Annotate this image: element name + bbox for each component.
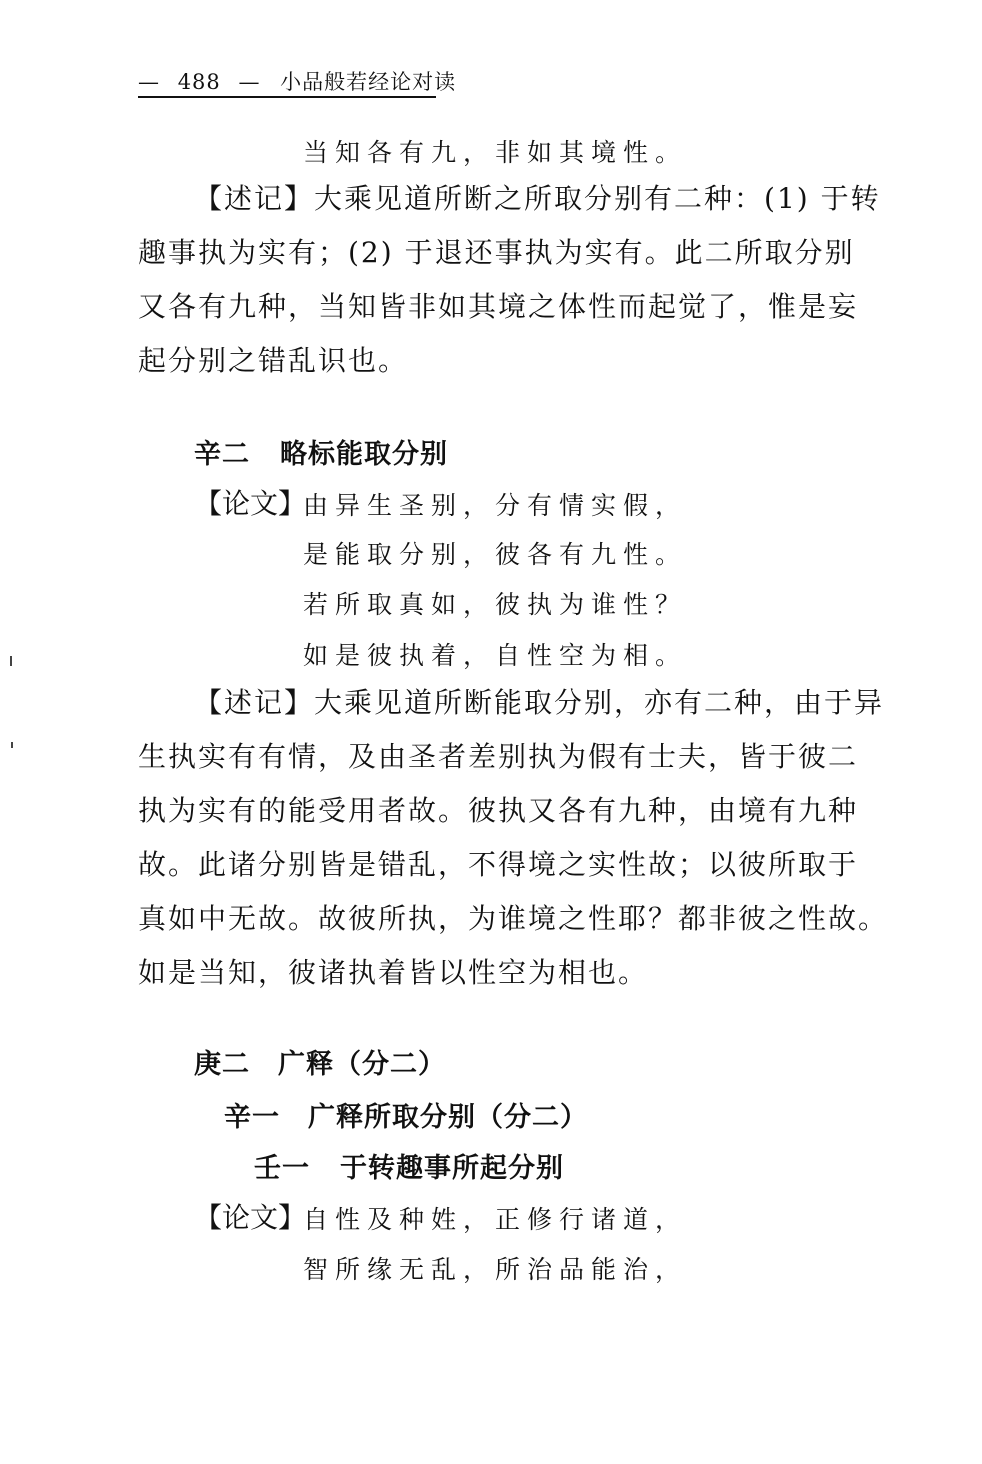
verse-top: 当知各有九，非如其境性。 (303, 138, 688, 167)
commentary-paragraph-1 (138, 172, 881, 388)
paragraph-line: 如是当知，彼诸执着皆以性空为相也。 (138, 956, 649, 989)
book-title: 小品般若经论对读 (280, 70, 457, 94)
commentary-paragraph-2 (138, 676, 889, 1000)
heading-number: 庚二 (194, 1049, 250, 1080)
heading-number: 辛一 (224, 1102, 280, 1133)
paragraph-line: 趣事执为实有；(2) 于退还事执为实有。此二所取分别 (138, 236, 855, 269)
scan-mark (10, 656, 12, 666)
verse-line: 若所取真如，彼执为谁性？ (303, 590, 688, 619)
heading-title: 广释所取分别（分二） (308, 1102, 588, 1133)
verse-line: 由异生圣别，分有情实假， (303, 491, 688, 520)
paragraph-line: 生执实有有情，及由圣者差别执为假有士夫，皆于彼二 (138, 740, 859, 773)
verse-line: 是能取分别，彼各有九性。 (303, 540, 688, 569)
scan-mark (11, 742, 13, 748)
commentary-tag: 【述记】 (194, 182, 315, 215)
heading-title: 于转趣事所起分别 (340, 1153, 564, 1184)
paragraph-line (138, 172, 881, 226)
heading-number: 辛二 (194, 439, 250, 470)
header-dash-right: — (238, 70, 261, 94)
heading-title: 略标能取分别 (280, 439, 448, 470)
verse-line: 自性及种姓，正修行诸道， (303, 1205, 688, 1234)
running-header (138, 66, 456, 96)
page-number: 488 (177, 70, 221, 94)
treatise-tag: 【论文】 (194, 1201, 307, 1234)
paragraph-line: 故。此诸分别皆是错乱，不得境之实性故；以彼所取于 (138, 848, 859, 881)
header-dash-left: — (138, 70, 160, 94)
header-rule (138, 96, 436, 98)
verse-line: 如是彼执着，自性空为相。 (303, 641, 688, 670)
paragraph-text: 大乘见道所断能取分别，亦有二种，由于异 (314, 686, 885, 719)
commentary-tag: 【述记】 (194, 686, 315, 719)
paragraph-line: 真如中无故。故彼所执，为谁境之性耶？都非彼之性故。 (138, 902, 889, 935)
section-heading-2 (194, 1042, 446, 1081)
section-heading-3 (224, 1095, 588, 1134)
heading-title: 广释（分二） (278, 1049, 446, 1080)
section-heading-1 (194, 432, 448, 471)
paragraph-line: 执为实有的能受用者故。彼执又各有九种，由境有九种 (138, 794, 859, 827)
verse-line: 智所缘无乱，所治品能治， (303, 1255, 688, 1284)
paragraph-line: 起分别之错乱识也。 (138, 344, 409, 377)
section-heading-4 (254, 1146, 564, 1185)
paragraph-line: 又各有九种，当知皆非如其境之体性而起觉了，惟是妄 (138, 290, 859, 323)
heading-number: 壬一 (254, 1153, 310, 1184)
paragraph-text: 大乘见道所断之所取分别有二种：(1) 于转 (314, 182, 881, 215)
treatise-tag: 【论文】 (194, 487, 307, 520)
paragraph-line (138, 676, 885, 730)
